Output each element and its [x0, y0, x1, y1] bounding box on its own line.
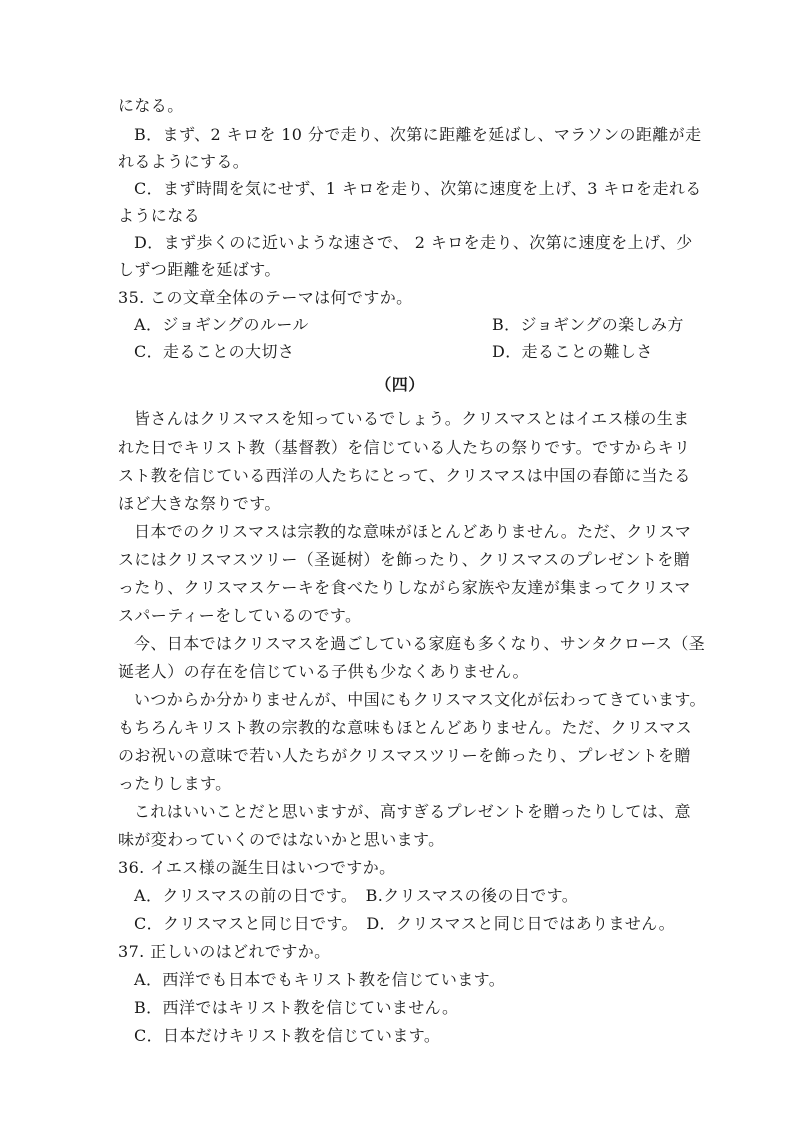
q37-option-a: A．西洋でも日本でもキリスト教を信じています。 — [134, 970, 506, 989]
q37-question: 37. 正しいのはどれですか。 — [118, 942, 331, 961]
q35-option-d: D．走ることの難しさ — [492, 342, 653, 361]
q34-option-c-line1: C．まず時間を気にせず、1 キロを走り、次第に速度を上げ、3 キロを走れる — [134, 179, 702, 198]
q34-option-b-line2: れるようにする。 — [118, 152, 250, 171]
passage-p5-line1: これはいいことだと思いますが、高すぎるプレゼントを贈ったりしては、意 — [134, 802, 691, 821]
q34-option-a-continuation: になる。 — [118, 96, 184, 115]
passage-p1-line3: スト教を信じている西洋の人たちにとって、クリスマスは中国の春節に当たる — [118, 466, 691, 485]
q34-option-d-line2: しずつ距離を延ばす。 — [118, 260, 281, 279]
q35-question: 35. この文章全体のテーマは何ですか。 — [118, 288, 413, 307]
passage-p3-line2: 诞老人）の存在を信じている子供も少なくありません。 — [118, 662, 529, 681]
q34-option-c-line2: ようになる — [118, 206, 201, 225]
passage-p4-line4: ったりします。 — [118, 774, 232, 793]
q36-options-ab: A．クリスマスの前の日です。 B.クリスマスの後の日です。 — [134, 886, 579, 905]
q37-option-c: C．日本だけキリスト教を信じています。 — [134, 1026, 441, 1045]
passage-p3-line1: 今、日本ではクリスマスを過ごしている家庭も多くなり、サンタクロース（圣 — [134, 634, 706, 653]
q35-option-a: A．ジョギングのルール — [134, 315, 309, 334]
q35-option-b: B．ジョギングの楽しみ方 — [492, 315, 684, 334]
section-heading: （四） — [375, 375, 425, 394]
q34-option-b-line1: B．まず、2 キロを 10 分で走り、次第に距離を延ばし、マラソンの距離が走 — [134, 125, 702, 144]
passage-p1-line4: ほど大きな祭りです。 — [118, 494, 281, 513]
passage-p4-line3: のお祝いの意味で若い人たちがクリスマスツリーを飾ったり、プレゼントを贈 — [118, 746, 691, 765]
q35-option-c: C．走ることの大切さ — [134, 342, 295, 361]
q37-option-b: B．西洋ではキリスト教を信じていません。 — [134, 998, 459, 1017]
passage-p4-line1: いつからか分かりませんが、中国にもクリスマス文化が伝わってきています。 — [134, 690, 706, 709]
passage-p4-line2: もちろんキリスト教の宗教的な意味もほとんどありません。ただ、クリスマス — [118, 718, 693, 737]
passage-p1-line1: 皆さんはクリスマスを知っているでしょう。クリスマスとはイエス様の生ま — [134, 409, 690, 428]
passage-p2-line3: ったり、クリスマスケーキを食べたりしながら家族や友達が集まってクリスマ — [118, 578, 691, 597]
q36-options-cd: C．クリスマスと同じ日です。 D．クリスマスと同じ日ではありません。 — [134, 914, 676, 933]
passage-p2-line1: 日本でのクリスマスは宗教的な意味がほとんどありません。ただ、クリスマ — [134, 522, 692, 541]
passage-p5-line2: 味が変わっていくのではないかと思います。 — [118, 830, 445, 849]
q34-option-d-line1: D．まず歩くのに近いような速さで、 2 キロを走り、次第に速度を上げ、少 — [134, 233, 693, 252]
passage-p1-line2: れた日でキリスト教（基督教）を信じている人たちの祭りです。ですからキリ — [118, 438, 691, 457]
passage-p2-line4: スパーティーをしているのです。 — [118, 606, 362, 625]
passage-p2-line2: スにはクリスマスツリー（圣诞树）を飾ったり、クリスマスのプレゼントを贈 — [118, 550, 691, 569]
q36-question: 36. イエス様の誕生日はいつですか。 — [118, 858, 396, 877]
